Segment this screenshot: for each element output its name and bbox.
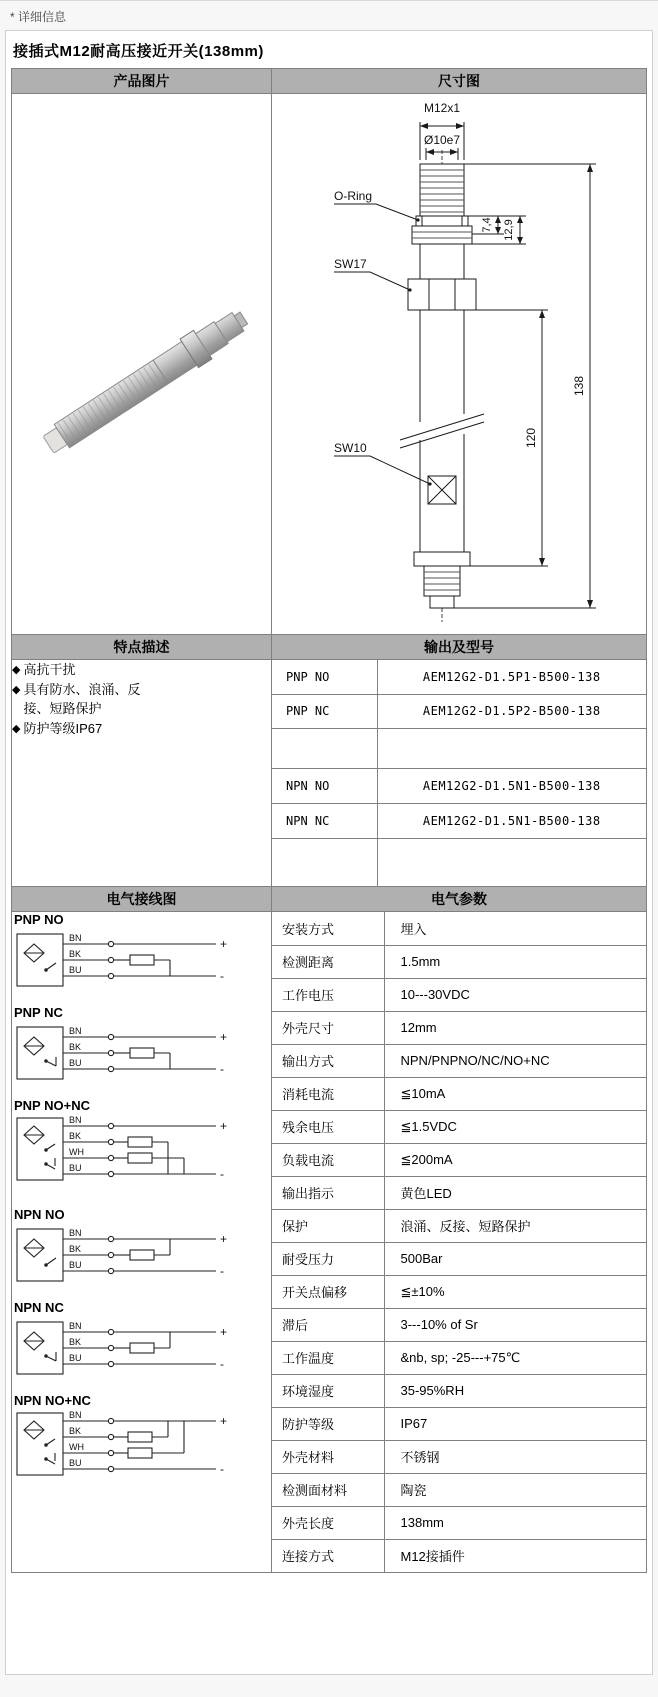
param-row [272,1506,646,1539]
plus-sign: + [220,1030,228,1044]
param-row [272,1077,646,1110]
model-code: AEM12G2-D1.5N1-B500-138 [377,768,646,803]
param-name: 耐受压力 [272,1242,384,1275]
param-name: 输出方式 [272,1044,384,1077]
param-value: 138mm [384,1506,646,1539]
wiring-diagram-pnp-nc [12,1021,248,1085]
param-row [272,912,646,945]
features-cell [12,660,272,887]
dimension-diagram-cell [272,94,647,635]
model-code [377,728,646,768]
features-row [12,660,647,887]
param-value: 1.5mm [384,945,646,978]
model-row [272,660,646,694]
model-type: PNP NO [272,660,377,694]
dim-label-129: 12,9 [503,219,515,241]
param-name: 外壳长度 [272,1506,384,1539]
param-value: ≦10mA [384,1077,646,1110]
wire-label-bk: BK [69,1426,82,1436]
wire-label-bu: BU [69,1458,82,1468]
header-params: 电气参数 [272,887,647,912]
param-value: 陶瓷 [384,1473,646,1506]
param-row [272,1374,646,1407]
param-value: IP67 [384,1407,646,1440]
model-type [272,728,377,768]
param-row [272,1275,646,1308]
models-cell [272,660,647,887]
feature-text: 高抗干扰 [23,662,76,677]
param-name: 残余电压 [272,1110,384,1143]
feature-text: 具有防水、浪涌、反接、短路保护 [23,681,141,716]
param-row [272,1044,646,1077]
wire-label-bk: BK [69,1244,82,1254]
wire-label-bu: BU [69,1260,82,1270]
wiring-block [12,1098,271,1194]
param-row [272,1341,646,1374]
params-cell [272,912,647,1573]
wiring-block [12,912,271,992]
wiring-diagram-npn-no-nc [12,1409,248,1489]
dim-label-diameter: Ø10e7 [423,133,461,147]
param-name: 消耗电流 [272,1077,384,1110]
wire-label-bn: BN [69,1321,82,1331]
dim-label-120: 120 [524,427,538,449]
wiring-diagram-npn-nc [12,1316,248,1380]
param-name: 滞后 [272,1308,384,1341]
model-code: AEM12G2-D1.5N1-B500-138 [377,803,646,838]
param-value: 35-95%RH [384,1374,646,1407]
param-value: &nb, sp; -25---+75℃ [384,1341,646,1374]
param-value: 不锈钢 [384,1440,646,1473]
plus-sign: + [220,937,228,951]
wire-label-bu: BU [69,1163,82,1173]
wiring-label: PNP NC [14,1005,63,1020]
param-name: 安装方式 [272,912,384,945]
param-value: 浪涌、反接、短路保护 [384,1209,646,1242]
param-row [272,1110,646,1143]
visual-row [12,94,647,635]
wire-label-bn: BN [69,1026,82,1036]
header-product-image: 产品图片 [12,69,272,94]
dimension-arrows [408,123,593,608]
wiring-diagram-pnp-no-nc [12,1114,248,1194]
wire-label-wh: WH [69,1147,84,1157]
wiring-label: NPN NO+NC [14,1393,91,1408]
param-name: 连接方式 [272,1539,384,1572]
param-value: 3---10% of Sr [384,1308,646,1341]
model-row [272,694,646,728]
param-row [272,1440,646,1473]
header-row-2 [12,635,647,660]
wire-label-bk: BK [69,1131,82,1141]
wiring-label: PNP NO [14,912,64,927]
header-wiring: 电气接线图 [12,887,272,912]
param-name: 负载电流 [272,1143,384,1176]
param-row [272,1176,646,1209]
wire-label-bu: BU [69,1353,82,1363]
wire-label-wh: WH [69,1442,84,1452]
page-title: 接插式M12耐高压接近开关(138mm) [13,43,264,60]
param-row [272,1209,646,1242]
wiring-diagram-npn-no [12,1223,248,1287]
feature-item [12,680,271,719]
minus-sign: - [220,1357,224,1371]
param-row [272,978,646,1011]
wire-label-bk: BK [69,949,82,959]
param-row [272,1011,646,1044]
param-value: 12mm [384,1011,646,1044]
feature-item [12,660,271,680]
dim-label-sw17: SW17 [334,257,367,271]
wiring-cell [12,912,272,1573]
feature-text: 防护等级IP67 [23,720,103,736]
param-value: 500Bar [384,1242,646,1275]
detail-info-label: * 详细信息 [10,10,67,24]
header-row-3 [12,887,647,912]
diamond-bullet-icon: ◆ [12,722,21,735]
wire-label-bk: BK [69,1337,82,1347]
spec-table [11,68,647,1573]
content-panel [5,30,653,1675]
param-value: NPN/PNPNO/NC/NO+NC [384,1044,646,1077]
param-name: 环境湿度 [272,1374,384,1407]
wire-label-bn: BN [69,1410,82,1420]
param-name: 防护等级 [272,1407,384,1440]
param-name: 保护 [272,1209,384,1242]
dim-label-74: 7,4 [481,217,493,233]
wiring-block [12,1393,271,1489]
param-name: 检测距离 [272,945,384,978]
param-value: 埋入 [384,912,646,945]
param-value: ≦200mA [384,1143,646,1176]
dim-label-sw10: SW10 [334,441,367,455]
dim-label-oring: O-Ring [334,189,373,203]
feature-item [12,719,271,739]
param-value: ≦1.5VDC [384,1110,646,1143]
wiring-label: PNP NO+NC [14,1098,90,1113]
param-value: 10---30VDC [384,978,646,1011]
param-row [272,1407,646,1440]
wire-label-bn: BN [69,933,82,943]
wiring-block [12,1300,271,1380]
model-type: PNP NC [272,694,377,728]
features-list [12,660,271,738]
param-name: 外壳材料 [272,1440,384,1473]
model-type [272,838,377,886]
plus-sign: + [220,1232,228,1246]
param-value: 黄色LED [384,1176,646,1209]
model-row [272,838,646,886]
minus-sign: - [220,1264,224,1278]
diamond-bullet-icon: ◆ [12,683,21,696]
param-row [272,945,646,978]
model-code: AEM12G2-D1.5P2-B500-138 [377,694,646,728]
param-name: 开关点偏移 [272,1275,384,1308]
model-code: AEM12G2-D1.5P1-B500-138 [377,660,646,694]
product-photo [13,94,271,629]
plus-sign: + [220,1325,228,1339]
bottom-row [12,912,647,1573]
wiring-diagram-pnp-no [12,928,248,992]
param-name: 外壳尺寸 [272,1011,384,1044]
param-name: 输出指示 [272,1176,384,1209]
model-row [272,728,646,768]
param-row [272,1473,646,1506]
dim-label-138: 138 [572,375,586,397]
header-dimension: 尺寸图 [272,69,647,94]
dimension-lines [334,122,596,608]
param-row [272,1242,646,1275]
minus-sign: - [220,969,224,983]
wiring-label: NPN NC [14,1300,64,1315]
dimension-diagram [272,94,648,629]
param-row [272,1539,646,1572]
model-row [272,803,646,838]
models-table [272,660,646,886]
param-value: ≦±10% [384,1275,646,1308]
model-code [377,838,646,886]
product-photo-cell [12,94,272,635]
model-row [272,768,646,803]
param-value: M12接插件 [400,1549,465,1565]
header-output: 输出及型号 [272,635,647,660]
param-row [272,1143,646,1176]
param-name: 工作电压 [272,978,384,1011]
plus-sign: + [220,1119,228,1133]
wiring-block [12,1207,271,1287]
wire-label-bu: BU [69,1058,82,1068]
wire-label-bu: BU [69,965,82,975]
header-row-1 [12,69,647,94]
minus-sign: - [220,1167,224,1181]
params-table [272,912,646,1572]
param-name: 检测面材料 [272,1473,384,1506]
dim-label-thread: M12x1 [423,101,461,115]
wiring-label: NPN NO [14,1207,65,1222]
plus-sign: + [220,1414,228,1428]
model-type: NPN NC [272,803,377,838]
header-features: 特点描述 [12,635,272,660]
param-row [272,1308,646,1341]
model-type: NPN NO [272,768,377,803]
wiring-block [12,1005,271,1085]
minus-sign: - [220,1062,224,1076]
diamond-bullet-icon: ◆ [12,664,21,676]
wire-label-bk: BK [69,1042,82,1052]
param-name: 工作温度 [272,1341,384,1374]
wire-label-bn: BN [69,1115,82,1125]
minus-sign: - [220,1462,224,1476]
wire-label-bn: BN [69,1228,82,1238]
